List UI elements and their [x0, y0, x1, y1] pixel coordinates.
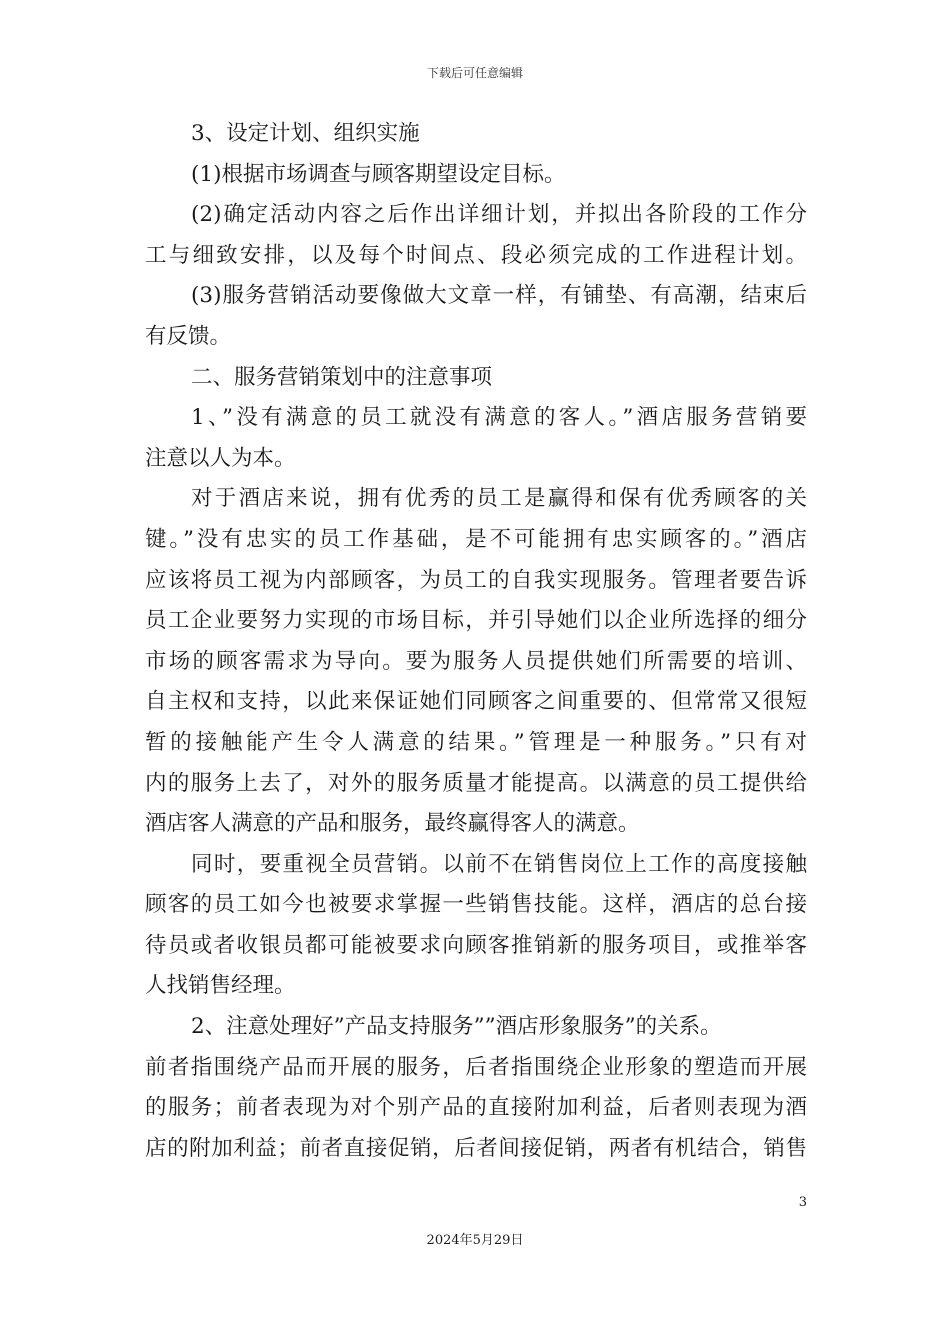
- paragraph-line: 自主权和支持，以此来保证她们同顾客之间重要的、但常常又很短: [145, 689, 807, 715]
- paragraph-line: 1、”没有满意的员工就没有满意的客人。”酒店服务营销要: [191, 405, 807, 431]
- paragraph-line: (2)确定活动内容之后作出详细计划，并拟出各阶段的工作分: [191, 202, 807, 228]
- paragraph-line: (1)根据市场调查与顾客期望设定目标。: [191, 161, 566, 187]
- paragraph-line: 同时，要重视全员营销。以前不在销售岗位上工作的高度接触: [191, 851, 807, 877]
- paragraph-line: 员工企业要努力实现的市场目标，并引导她们以企业所选择的细分: [145, 608, 807, 634]
- paragraph-line: 暂的接触能产生令人满意的结果。”管理是一种服务。”只有对: [145, 729, 807, 755]
- paragraph-line: 酒店客人满意的产品和服务，最终赢得客人的满意。: [145, 811, 640, 837]
- paragraph-line: 2、注意处理好”产品支持服务””酒店形象服务”的关系。: [191, 1014, 722, 1040]
- paragraph-line: 市场的顾客需求为导向。要为服务人员提供她们所需要的培训、: [145, 648, 807, 674]
- paragraph-line: 键。”没有忠实的员工作基础，是不可能拥有忠实顾客的。”酒店: [145, 526, 807, 552]
- paragraph-line: (3)服务营销活动要像做大文章一样，有铺垫、有高潮，结束后: [191, 283, 807, 309]
- paragraph-line: 顾客的员工如今也被要求掌握一些销售技能。这样，酒店的总台接: [145, 892, 807, 918]
- paragraph-line: 人找销售经理。: [145, 973, 296, 999]
- paragraph-line: 前者指围绕产品而开展的服务，后者指围绕企业形象的塑造而开展: [145, 1054, 807, 1080]
- paragraph-line: 应该将员工视为内部顾客，为员工的自我实现服务。管理者要告诉: [145, 567, 807, 593]
- paragraph-line: 注意以人为本。: [145, 445, 296, 471]
- document-body: [145, 114, 807, 1169]
- page-header-note: 下载后可任意编辑: [426, 66, 523, 80]
- paragraph-line: 的服务；前者表现为对个别产品的直接附加利益，后者则表现为酒: [145, 1095, 807, 1121]
- footer-date: 2024年5月29日: [426, 1233, 524, 1248]
- page-number: 3: [798, 1195, 807, 1210]
- section-heading: 二、服务营销策划中的注意事项: [191, 364, 493, 390]
- paragraph-line: 店的附加利益；前者直接促销，后者间接促销，两者有机结合，销售: [145, 1135, 807, 1161]
- paragraph-line: 有反馈。: [145, 323, 232, 349]
- paragraph-line: 待员或者收银员都可能被要求向顾客推销新的服务项目，或推举客: [145, 932, 807, 958]
- paragraph-line: 内的服务上去了，对外的服务质量才能提高。以满意的员工提供给: [145, 770, 807, 796]
- paragraph-line: 工与细致安排，以及每个时间点、段必须完成的工作进程计划。: [145, 242, 807, 268]
- section-heading: 3、设定计划、组织实施: [191, 121, 420, 146]
- paragraph-line: 对于酒店来说，拥有优秀的员工是赢得和保有优秀顾客的关: [191, 486, 807, 512]
